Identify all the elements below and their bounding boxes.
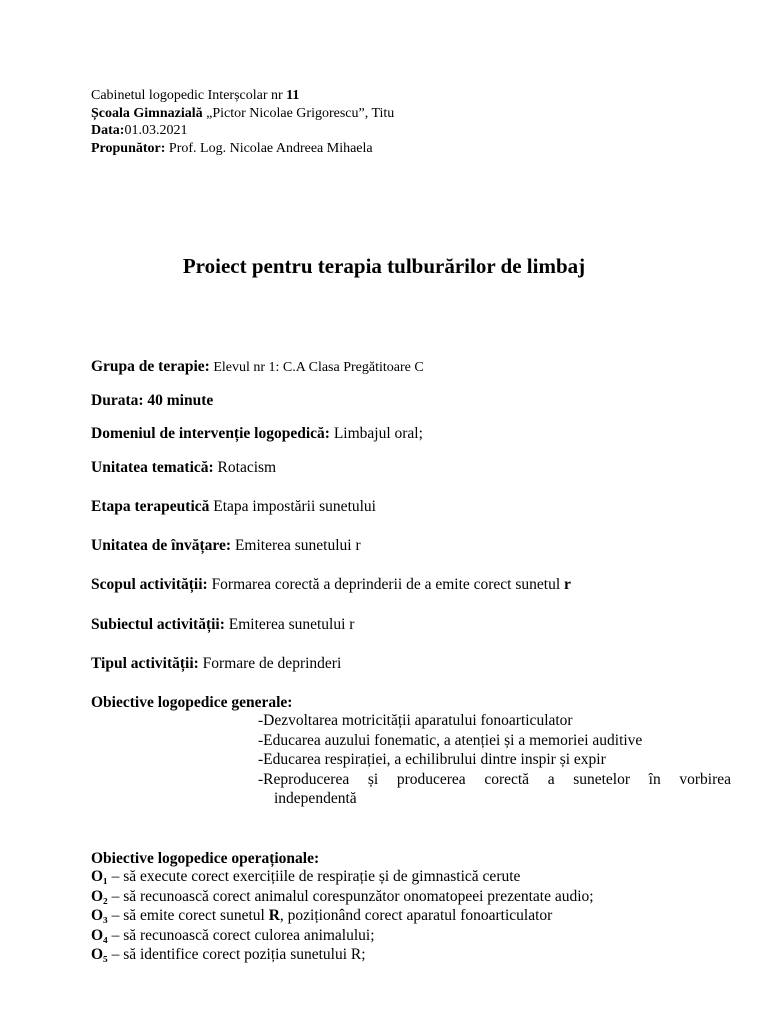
cabinet-line: [91, 87, 394, 105]
list-item: [91, 887, 594, 907]
field-label: Tipul activității:: [91, 655, 199, 672]
field-activity-subject: [91, 616, 354, 634]
date-line: [91, 122, 394, 140]
field-intervention-domain: [91, 425, 423, 443]
field-value: Emiterea sunetului r: [224, 616, 355, 633]
list-item: [91, 906, 594, 926]
objective-text: – să recunoască corect animalul corespunzător onomatopeei prezentate audio;: [107, 887, 594, 905]
field-activity-type: [91, 655, 341, 673]
objective-code: O₄: [91, 926, 108, 944]
field-learning-unit: [91, 537, 361, 555]
objective-text: – să emite corect sunetul: [107, 907, 269, 924]
objective-text: – să identifice corect poziția sunetului R;: [107, 946, 366, 963]
field-label: Subiectul activității:: [91, 616, 225, 633]
field-value-bold: r: [564, 576, 571, 593]
field-value: Etapa impostării sunetului: [209, 498, 376, 515]
school-line: [91, 105, 394, 123]
objective-text-bold: R: [268, 907, 280, 924]
field-duration: [91, 392, 213, 410]
objective-code: O₁: [91, 868, 108, 885]
field-value: Rotacism: [213, 459, 277, 476]
field-value: Formare de deprinderi: [198, 655, 342, 672]
field-activity-purpose: [91, 576, 571, 594]
objective-text-after: , poziționând corect aparatul fonoarticulator: [279, 907, 553, 924]
field-therapy-group: [91, 358, 424, 376]
field-label: Domeniul de intervenție logopedică:: [91, 425, 330, 442]
objective-code: O₃: [91, 907, 108, 924]
objective-text: – să execute corect exercițiile de respirație și de gimnastică cerute: [107, 868, 521, 885]
list-item: -Educarea respirației, a echilibrului dintre inspir și expir: [258, 751, 606, 768]
list-item: -Educarea auzului fonematic, a atenției și a memoriei auditive: [258, 731, 643, 749]
field-label: Scopul activității:: [91, 576, 208, 593]
cabinet-number: 11: [286, 88, 300, 103]
list-item: -Dezvoltarea motricității aparatului fonoarticulator: [258, 712, 573, 729]
general-objectives-title: Obiective logopedice generale:: [91, 694, 293, 711]
cabinet-text: Cabinetul logopedic Interșcolar nr: [91, 88, 287, 103]
proposer-line: [91, 140, 394, 158]
date-label: Data:: [91, 123, 125, 138]
field-label: Grupa de terapie:: [91, 358, 210, 375]
objective-text: – să recunoască corect culorea animalului;: [107, 926, 375, 944]
operational-objectives-list: [91, 867, 594, 965]
date-value: 01.03.2021: [124, 123, 188, 138]
list-item: [91, 926, 594, 946]
field-therapeutic-stage: [91, 498, 376, 516]
operational-objectives-title: Obiective logopedice operaționale:: [91, 850, 320, 867]
objective-code: O₂: [91, 887, 108, 905]
field-label: Etapa terapeutică: [91, 498, 210, 515]
list-item: [91, 867, 594, 887]
general-objectives-list: [258, 711, 731, 809]
field-thematic-unit: [91, 459, 276, 477]
field-value: Elevul nr 1: C.A Clasa Pregătitoare C: [209, 360, 424, 375]
field-label: Unitatea tematică:: [91, 459, 214, 476]
objective-code: O₅: [91, 946, 108, 963]
list-item: -Reproducerea și producerea corectă a sunetelor în vorbirea: [258, 770, 731, 788]
list-item: [91, 945, 594, 965]
document-title: Proiect pentru terapia tulburărilor de limbaj: [182, 254, 586, 278]
proposer-label: Propunător:: [91, 140, 166, 156]
school-value: „Pictor Nicolae Grigorescu”, Titu: [202, 105, 395, 121]
field-label: Unitatea de învățare:: [91, 537, 232, 554]
field-value: Emiterea sunetului r: [231, 537, 361, 554]
list-item-continuation: independentă: [274, 790, 357, 807]
document-header: [91, 87, 394, 157]
school-label: Școala Gimnazială: [91, 105, 203, 121]
field-label: Durata: 40 minute: [91, 392, 214, 409]
field-value: Formarea corectă a deprinderii de a emite corect sunetul: [207, 576, 565, 593]
field-value: Limbajul oral;: [329, 425, 423, 442]
proposer-value: Prof. Log. Nicolae Andreea Mihaela: [165, 140, 373, 156]
